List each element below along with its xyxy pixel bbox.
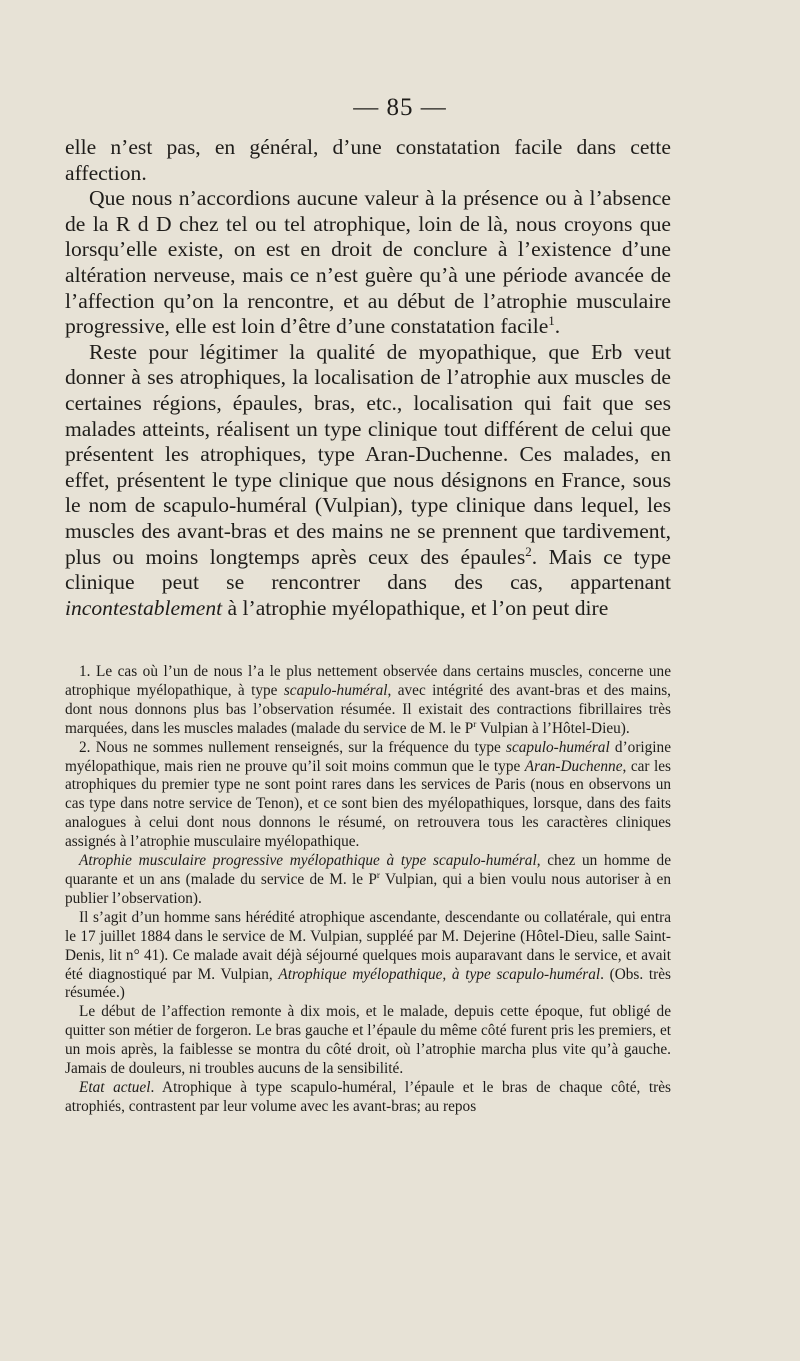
paragraph-2-text: Que nous n’accordions aucune valeur à la présence ou à l’absence de la R d D chez tel ou tel atrophique, loin de là, nous croyons que lorsqu’elle existe, on est en droit de conclure à l’existence d’une altération nerveuse, mais ce n’est guère qu’à une période avancée de l’affection qu’on la rencontre, et au début de l’atrophie musculaire progressive, elle est loin d’être d’une constatation facile [65, 186, 671, 339]
footnote-2-text-b: d’origine myélopathique, mais rien ne prouve qu’il soit moins commun que le type [65, 738, 671, 775]
observation-intro-text-b: . (Obs. très résumée.) [65, 965, 671, 1002]
paragraph-3 [65, 340, 671, 622]
main-text [65, 135, 671, 621]
observation-intro-italic: Atrophique myélopathique, à type scapulo-huméral [278, 965, 601, 983]
page-number: — 85 — [353, 94, 447, 121]
observation-state-italic: Etat actuel [79, 1078, 151, 1096]
footnote-2 [65, 739, 671, 852]
footnote-1 [65, 663, 671, 739]
footnote-1-sup: r [473, 718, 477, 729]
paragraph-2 [65, 186, 671, 340]
observation-state-text: . Atrophique à type scapulo-huméral, l’épaule et le bras de chaque côté, très atrophiés, contrastent par leur volume avec les avant-bras; au repos [65, 1078, 671, 1115]
paragraph-3-italic: incontestablement [65, 595, 223, 620]
footnote-2-italic-2: Aran-Duchenne [524, 757, 623, 775]
footnote-observation-onset: Le début de l’affection remonte à dix mois, et le malade, depuis cette époque, fut obligé de quitter son métier de forgeron. Le bras gauche et l’épaule du même côté furent pris les premiers, et un mois après, la faiblesse se montra du côté droit, où l’atrophie marcha plus vite qu’à gauche. Jamais de douleurs, ni troubles aucuns de la sensibilité. [65, 1003, 671, 1078]
footnote-1-text-c: Vulpian à l’Hôtel-Dieu). [476, 719, 630, 737]
footnote-1-text-b: , avec intégrité des avant-bras et des mains, dont nous donnons plus bas l’observation résumée. Il existait des contractions fibrillaires très marquées, dans les muscles malades (malade du service de M. le P [65, 681, 671, 737]
paragraph-3-text-a: Reste pour légitimer la qualité de myopathique, que Erb veut donner à ses atrophiques, la localisation de l’atrophie aux muscles de certaines régions, épaules, bras, etc., localisation qui fait que ses malades atteints, réalisent un type clinique tout différent de celui que présentent les atrophiques, type Aran-Duchenne. Ces malades, en effet, présentent le type clinique que nous désignons en France, sous le nom de scapulo-huméral (Vulpian), type clinique dans lequel, les muscles des avant-bras et des mains ne se prennent que tardivement, plus ou moins longtemps après ceux des épaules [65, 339, 671, 569]
paragraph-3-text-c: à l’atrophie myélopathique, et l’on peut dire [222, 595, 609, 620]
footnote-observation-state [65, 1079, 671, 1117]
footnote-observation-intro [65, 909, 671, 1004]
observation-title-italic: Atrophie musculaire progressive myélopathique à type scapulo-huméral [79, 852, 537, 870]
footnote-ref-1: 1 [548, 312, 555, 328]
footnote-ref-2: 2 [525, 543, 532, 559]
paragraph-1: elle n’est pas, en général, d’une constatation facile dans cette affection. [65, 135, 671, 185]
footnote-1-italic: scapulo-huméral [283, 681, 388, 699]
footnote-2-italic-1: scapulo-huméral [506, 738, 610, 756]
observation-title-text-a: , chez un homme de quarante et un ans (malade du service de M. le P [65, 852, 671, 888]
footnotes [65, 663, 671, 1117]
footnote-2-text-c: , car les atrophiques du premier type ne sont point rares dans les services de Paris (nous en observons un cas type dans notre service de Tenon), et ce sont bien des myélopathiques, lorsque, dans des faits analogues à celui dont nous donnons le résumé, on retrouvera tous les caractères cliniques assignés à l’atrophie musculaire myélopathique. [65, 757, 671, 851]
observation-intro-text-a: Il s’agit d’un homme sans hérédité atrophique ascendante, descendante ou collatérale, qui entra le 17 juillet 1884 dans le service de M. Vulpian, suppléé par M. Dejerine (Hôtel-Dieu, salle Saint-Denis, lit n° 41). Ce malade avait déjà séjourné quelques mois auparavant dans le service, et avait été diagnostiqué par M. Vulpian, [65, 908, 671, 983]
observation-title-sup: r [376, 869, 380, 880]
footnote-1-text-a: 1. Le cas où l’un de nous l’a le plus nettement observée dans certains muscles, concerne une atrophique myélopathique, à type [65, 663, 671, 699]
paragraph-3-text-b: . Mais ce type clinique peut se rencontrer dans des cas, appartenant [65, 544, 671, 595]
footnote-observation-title [65, 852, 671, 909]
footnote-2-text-a: 2. Nous ne sommes nullement renseignés, sur la fréquence du type [79, 738, 507, 756]
observation-title-text-b: Vulpian, qui a bien voulu nous autoriser à en publier l’observation). [65, 870, 671, 907]
paragraph-2-end: . [554, 314, 561, 339]
